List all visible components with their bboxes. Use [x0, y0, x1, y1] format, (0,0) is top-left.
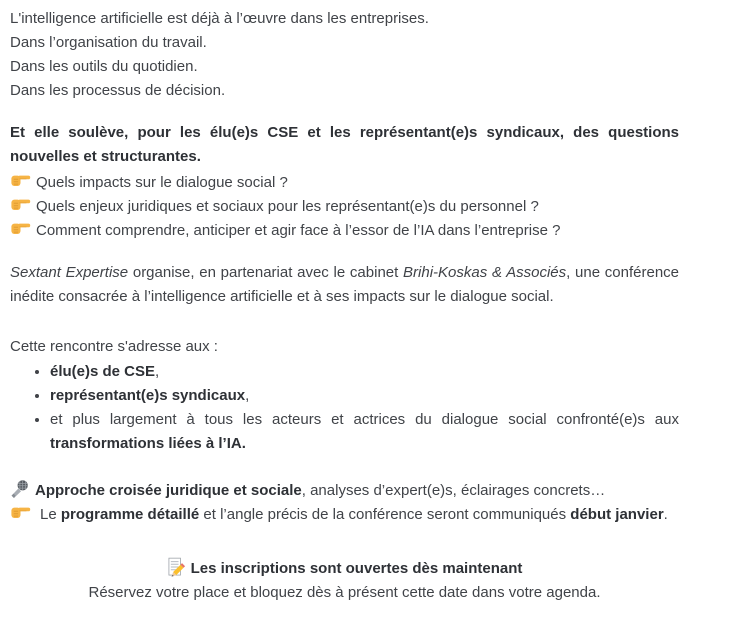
program-line [10, 503, 679, 527]
audience-item-broader [50, 408, 679, 456]
partner-cabinet-name: Brihi-Koskas & Associés [403, 264, 567, 281]
intro-line-1: L'intelligence artificielle est déjà à l’œuvre dans les entreprises. [10, 10, 429, 27]
organizer-name: Sextant Expertise [10, 264, 129, 281]
program-lead: Le [40, 506, 61, 523]
audience-list [10, 360, 679, 456]
registration-title-text: Les inscriptions sont ouvertes dès maintenant [190, 560, 523, 577]
pointer-question-text: Quels impacts sur le dialogue social ? [36, 174, 288, 191]
pointing-right-icon [10, 196, 31, 213]
pointing-right-icon [10, 172, 31, 189]
organizer-paragraph [10, 261, 679, 309]
pointer-question [10, 195, 679, 219]
approach-line [10, 479, 679, 503]
microphone-icon [10, 479, 29, 498]
audience-item-lead: et plus largement à tous les acteurs et actrices du dialogue social confronté(e)s aux [50, 411, 679, 428]
audience-intro: Cette rencontre s'adresse aux : [10, 338, 218, 355]
intro-line-3: Dans les outils du quotidien. [10, 58, 198, 75]
registration-title [10, 557, 679, 581]
program-bold-2: début janvier [570, 506, 664, 523]
audience-item-rest: , [155, 363, 160, 380]
memo-icon [167, 557, 187, 577]
approach-bold: Approche croisée juridique et sociale [35, 482, 302, 499]
audience-item-cse [50, 360, 679, 384]
pointer-question-list [10, 171, 679, 243]
pointer-question [10, 171, 679, 195]
organizer-text: organise, en partenariat avec le cabinet [128, 264, 404, 281]
program-end: . [663, 506, 668, 523]
pointer-question-text: Comment comprendre, anticiper et agir face à l’essor de l’IA dans l’entreprise ? [36, 222, 561, 239]
approach-rest: , analyses d’expert(e)s, éclairages concrets… [301, 482, 606, 499]
program-mid: et l’angle précis de la conférence seront communiqués [199, 506, 571, 523]
audience-item-bold: transformations liées à l’IA. [50, 435, 246, 452]
intro-line-2: Dans l’organisation du travail. [10, 34, 207, 51]
pointing-right-icon [10, 504, 31, 521]
audience-item-bold: élu(e)s de CSE [50, 363, 156, 380]
pointer-question-text: Quels enjeux juridiques et sociaux pour les représentant(e)s du personnel ? [36, 198, 539, 215]
pointer-question [10, 219, 679, 243]
program-bold-1: programme détaillé [60, 506, 200, 523]
questions-heading: Et elle soulève, pour les élu(e)s CSE et les représentant(e)s syndicaux, des questions nouvelles et structurantes. [10, 124, 679, 165]
intro-line-4: Dans les processus de décision. [10, 82, 226, 99]
audience-item-bold: représentant(e)s syndicaux [50, 387, 246, 404]
registration-subtitle: Réservez votre place et bloquez dès à présent cette date dans votre agenda. [88, 584, 601, 601]
organizer-text-end: , une conférence inédite consacrée à l’intelligence artificielle et à ses impacts sur le dialogue social. [10, 264, 679, 305]
pointing-right-icon [10, 220, 31, 237]
audience-item-rest: , [245, 387, 250, 404]
audience-item-syndicaux [50, 384, 679, 408]
